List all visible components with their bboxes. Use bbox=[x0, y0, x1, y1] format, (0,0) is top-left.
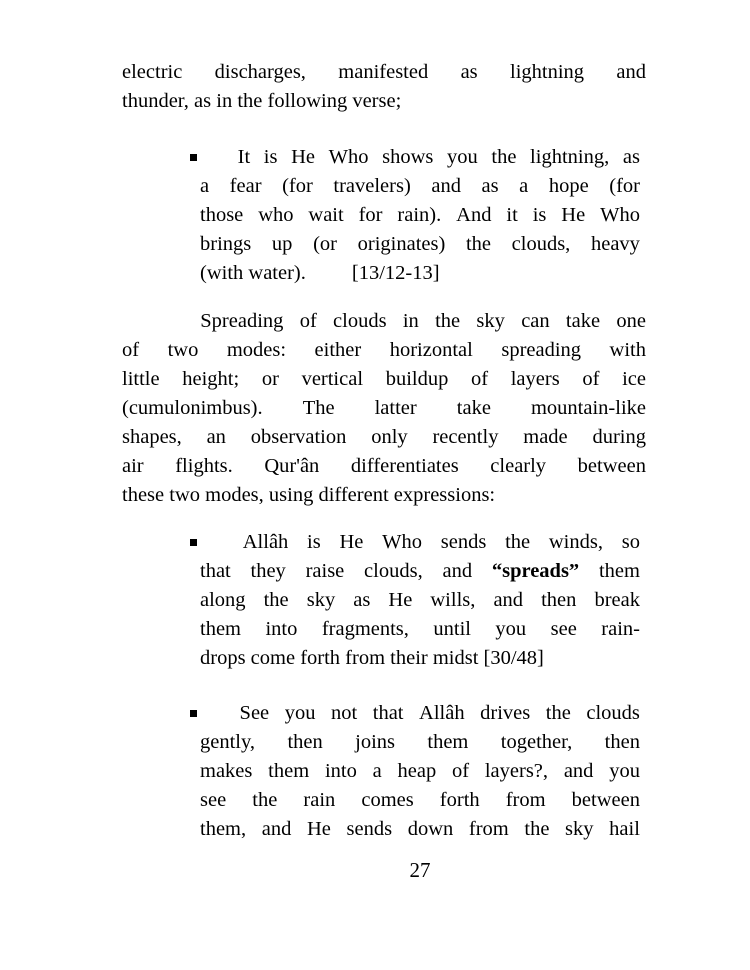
word: sky bbox=[306, 589, 336, 611]
word: break bbox=[594, 589, 640, 611]
word: in bbox=[402, 310, 419, 332]
word: into bbox=[324, 760, 357, 782]
word: (for bbox=[282, 175, 313, 197]
word: from bbox=[505, 789, 546, 811]
text-line bbox=[122, 423, 646, 452]
word: latter bbox=[374, 397, 417, 419]
word: ice bbox=[622, 368, 646, 390]
intro-paragraph bbox=[122, 58, 646, 116]
word: manifested bbox=[338, 61, 429, 83]
quote-block-1 bbox=[188, 143, 640, 288]
word: between bbox=[571, 789, 640, 811]
word: and bbox=[261, 818, 292, 840]
word: and bbox=[493, 589, 524, 611]
word: electric bbox=[122, 61, 183, 83]
word: winds, bbox=[548, 531, 603, 553]
text-line bbox=[122, 58, 646, 87]
quote-block-3 bbox=[188, 699, 640, 844]
text-line bbox=[122, 365, 646, 394]
word: modes: bbox=[226, 339, 287, 361]
text-line bbox=[200, 528, 640, 557]
word: of bbox=[582, 368, 600, 390]
word: you bbox=[609, 760, 640, 782]
word: rain bbox=[303, 789, 336, 811]
word: makes bbox=[200, 760, 253, 782]
word: is bbox=[307, 531, 321, 553]
word: either bbox=[314, 339, 362, 361]
word: He bbox=[339, 531, 364, 553]
text-line bbox=[200, 615, 640, 644]
word: flights. bbox=[175, 455, 233, 477]
text-line bbox=[200, 172, 640, 201]
word: joins bbox=[355, 731, 395, 753]
word: they bbox=[250, 560, 286, 582]
word: one bbox=[616, 310, 646, 332]
emphasis-word: “spreads” bbox=[491, 560, 580, 582]
word: then bbox=[604, 731, 640, 753]
word: sends bbox=[346, 818, 393, 840]
text-line bbox=[122, 307, 646, 336]
word: as bbox=[622, 146, 640, 168]
word: or bbox=[261, 368, 279, 390]
word: clouds bbox=[333, 310, 387, 332]
word: two bbox=[167, 339, 199, 361]
word: fragments, bbox=[321, 618, 409, 640]
word: layers?, bbox=[484, 760, 549, 782]
body-paragraph bbox=[122, 307, 646, 510]
word: of bbox=[471, 368, 489, 390]
word: Allâh bbox=[419, 702, 465, 724]
word: then bbox=[541, 589, 577, 611]
word: observation bbox=[250, 426, 347, 448]
word: see bbox=[550, 618, 577, 640]
word: you bbox=[447, 146, 478, 168]
word: an bbox=[206, 426, 226, 448]
word: buildup bbox=[385, 368, 449, 390]
text-line bbox=[200, 586, 640, 615]
word: those bbox=[200, 204, 244, 226]
text-line bbox=[200, 757, 640, 786]
word: up bbox=[271, 233, 293, 255]
word: Spreading bbox=[200, 310, 284, 332]
word: of bbox=[299, 310, 317, 332]
word: from bbox=[468, 818, 509, 840]
word: forth bbox=[439, 789, 480, 811]
word: He bbox=[306, 818, 331, 840]
word: heap bbox=[397, 760, 437, 782]
word: only bbox=[371, 426, 408, 448]
word: thunder, as in the following verse; bbox=[122, 90, 402, 112]
word: wills, bbox=[430, 589, 476, 611]
text-line bbox=[122, 452, 646, 481]
word: as bbox=[460, 61, 478, 83]
word: is bbox=[263, 146, 278, 168]
word: that bbox=[200, 560, 231, 582]
word: you bbox=[495, 618, 527, 640]
word: the bbox=[491, 146, 517, 168]
text-line bbox=[200, 259, 640, 288]
text-line bbox=[200, 557, 640, 586]
word: Who bbox=[600, 204, 640, 226]
word: the bbox=[524, 818, 550, 840]
word: clouds, bbox=[511, 233, 571, 255]
word: clouds, bbox=[364, 560, 423, 582]
word: and bbox=[431, 175, 461, 197]
text-line bbox=[200, 201, 640, 230]
word: made bbox=[523, 426, 568, 448]
text-line bbox=[122, 394, 646, 423]
word: Who bbox=[382, 531, 422, 553]
word: not bbox=[331, 702, 358, 724]
word: them bbox=[200, 618, 241, 640]
word: shapes, bbox=[122, 426, 182, 448]
word: as bbox=[353, 589, 371, 611]
word: the bbox=[252, 789, 278, 811]
word: recently bbox=[432, 426, 499, 448]
word: take bbox=[565, 310, 601, 332]
word: shows bbox=[382, 146, 434, 168]
word: as bbox=[481, 175, 499, 197]
word: until bbox=[433, 618, 471, 640]
word: the bbox=[545, 702, 571, 724]
word: (for bbox=[609, 175, 640, 197]
word: spreading bbox=[501, 339, 582, 361]
word: little bbox=[122, 368, 160, 390]
word: wait bbox=[308, 204, 344, 226]
word: differentiates bbox=[350, 455, 459, 477]
word: with bbox=[609, 339, 646, 361]
word: down bbox=[407, 818, 454, 840]
word: see bbox=[200, 789, 227, 811]
word: layers bbox=[510, 368, 560, 390]
text-line bbox=[200, 786, 640, 815]
text-line bbox=[200, 815, 640, 844]
word: He bbox=[388, 589, 413, 611]
verse-citation: [13/12-13] bbox=[351, 262, 440, 284]
word: together, bbox=[500, 731, 573, 753]
word: (or bbox=[313, 233, 337, 255]
word: the bbox=[435, 310, 461, 332]
word: between bbox=[577, 455, 646, 477]
word: during bbox=[592, 426, 646, 448]
word: brings bbox=[200, 233, 252, 255]
word: vertical bbox=[301, 368, 364, 390]
word: comes bbox=[361, 789, 414, 811]
word: can bbox=[521, 310, 550, 332]
word: horizontal bbox=[389, 339, 473, 361]
text-line bbox=[200, 230, 640, 259]
word: gently, bbox=[200, 731, 256, 753]
page-number: 27 bbox=[409, 858, 431, 882]
word: drives bbox=[480, 702, 531, 724]
word: you bbox=[284, 702, 316, 724]
word: them bbox=[268, 760, 310, 782]
word: (cumulonimbus). bbox=[122, 397, 263, 419]
word: originates) bbox=[357, 233, 446, 255]
word: into bbox=[265, 618, 298, 640]
word: and bbox=[442, 560, 473, 582]
word: height; bbox=[182, 368, 240, 390]
word: sky bbox=[565, 818, 594, 840]
word: the bbox=[465, 233, 491, 255]
word: along bbox=[200, 589, 246, 611]
word: The bbox=[302, 397, 335, 419]
word: rain). bbox=[397, 204, 442, 226]
quote-block-2 bbox=[188, 528, 640, 673]
word: He bbox=[291, 146, 315, 168]
word: Allâh bbox=[242, 531, 289, 553]
word: clearly bbox=[490, 455, 547, 477]
word: discharges, bbox=[214, 61, 306, 83]
word: take bbox=[456, 397, 491, 419]
word: drops come forth from their midst [30/48] bbox=[200, 647, 544, 669]
word: mountain-like bbox=[530, 397, 646, 419]
word: lightning, bbox=[530, 146, 610, 168]
word: And bbox=[456, 204, 492, 226]
word: and bbox=[563, 760, 594, 782]
word: these two modes, using different expressions: bbox=[122, 484, 496, 506]
text-line bbox=[122, 87, 646, 116]
word: for bbox=[358, 204, 383, 226]
word: (with water). bbox=[200, 262, 306, 284]
word: a bbox=[372, 760, 382, 782]
word: them bbox=[427, 731, 469, 753]
word: that bbox=[372, 702, 404, 724]
word: a bbox=[200, 175, 210, 197]
word: it bbox=[506, 204, 518, 226]
word: the bbox=[505, 531, 531, 553]
word: who bbox=[258, 204, 294, 226]
text-line bbox=[122, 481, 646, 510]
word: raise bbox=[305, 560, 345, 582]
word: of bbox=[122, 339, 140, 361]
word: so bbox=[621, 531, 640, 553]
word: hail bbox=[609, 818, 640, 840]
word: sends bbox=[440, 531, 487, 553]
word: then bbox=[287, 731, 323, 753]
word: rain- bbox=[601, 618, 640, 640]
word: is bbox=[532, 204, 547, 226]
text-line bbox=[200, 728, 640, 757]
word: See bbox=[239, 702, 270, 724]
word: a bbox=[519, 175, 529, 197]
word: Qur'ân bbox=[264, 455, 320, 477]
word: air bbox=[122, 455, 144, 477]
word: It bbox=[237, 146, 251, 168]
word: of bbox=[452, 760, 470, 782]
text-line bbox=[122, 336, 646, 365]
word: clouds bbox=[586, 702, 640, 724]
word: the bbox=[263, 589, 289, 611]
text-line bbox=[200, 143, 640, 172]
word: lightning bbox=[510, 61, 585, 83]
word: them, bbox=[200, 818, 247, 840]
word: He bbox=[561, 204, 586, 226]
word: Who bbox=[328, 146, 369, 168]
word: them bbox=[598, 560, 640, 582]
word: sky bbox=[476, 310, 505, 332]
word: fear bbox=[229, 175, 262, 197]
word: travelers) bbox=[333, 175, 411, 197]
word: hope bbox=[548, 175, 589, 197]
text-line bbox=[200, 699, 640, 728]
text-line bbox=[200, 644, 640, 673]
word: and bbox=[616, 61, 646, 83]
word: heavy bbox=[590, 233, 640, 255]
